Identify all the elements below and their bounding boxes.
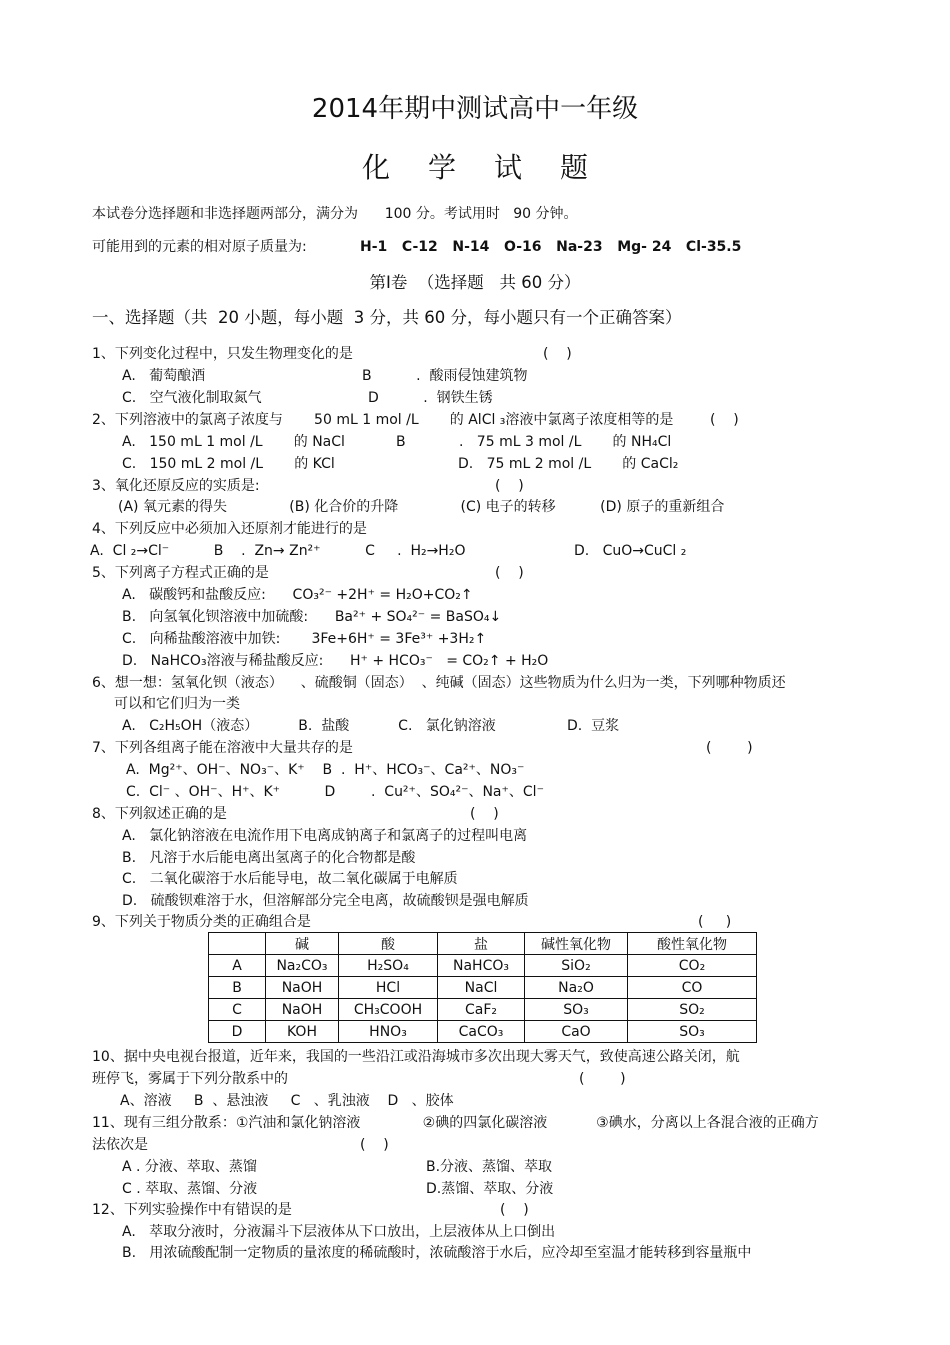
question-3-stem: 3、氧化还原反应的实质是: [92,478,260,494]
table-header-cell: 碱 [266,933,339,955]
question-12-stem: 12、下列实验操作中有错误的是 [92,1202,292,1218]
table-cell: H₂SO₄ [339,955,438,977]
question-11-answer-blank: ( ) [360,1137,389,1153]
table-row [209,1021,757,1043]
atomic-mass-values: H-1 C-12 N-14 O-16 Na-23 Mg- 24 Cl-35.5 [360,239,742,255]
question-7-options-ab: A. Mg²⁺、OH⁻、NO₃⁻、K⁺ B . H⁺、HCO₃⁻、Ca²⁺、NO₃⁻ [126,762,525,778]
table-cell: CO [628,977,757,999]
page-title: 2014年期中测试高中一年级 [311,94,639,124]
question-8-answer-blank: ( ) [470,806,499,822]
question-9-answer-blank: ( ) [698,914,732,930]
question-5-option-a: A. 碳酸钙和盐酸反应: CO₃²⁻ +2H⁺ = H₂O+CO₂↑ [122,587,473,603]
table-cell: D [209,1021,266,1043]
question-1-option-c: C. 空气液化制取氮气 [122,390,262,406]
volume-title: 第Ⅰ卷 （选择题 共 60 分） [369,273,581,292]
table-row [209,977,757,999]
table-row [209,955,757,977]
question-2-answer-blank: ( ) [710,412,739,428]
question-7-options-cd: C. Cl⁻ 、OH⁻、H⁺、K⁺ D . Cu²⁺、SO₄²⁻、Na⁺、Cl⁻ [126,784,544,800]
question-11-stem: 11、现有三组分散系：①汽油和氯化钠溶液 ②碘的四氯化碳溶液 ③碘水，分离以上各混合液的正确方 [92,1115,819,1131]
question-2-stem: 2、下列溶液中的氯离子浓度与 50 mL 1 mol /L 的 AlCl ₃溶液中氯离子浓度相等的是 [92,412,674,428]
question-10-stem-cont: 班停飞，雾属于下列分散系中的 [92,1071,288,1087]
question-8-option-a: A. 氯化钠溶液在电流作用下电离成钠离子和氯离子的过程叫电离 [122,828,528,844]
table-header-cell [209,933,266,955]
question-4-stem: 4、下列反应中必须加入还原剂才能进行的是 [92,521,367,537]
table-header-cell: 酸 [339,933,438,955]
table-header-row [209,933,757,955]
table-cell: A [209,955,266,977]
question-8-option-b: B. 凡溶于水后能电离出氢离子的化合物都是酸 [122,850,416,866]
question-2-option-c: C. 150 mL 2 mol /L 的 KCl [122,456,335,472]
question-7-stem: 7、下列各组离子能在溶液中大量共存的是 [92,740,353,756]
classification-table [208,932,757,1043]
question-1-option-b: B . 酸雨侵蚀建筑物 [362,368,528,384]
table-cell: KOH [266,1021,339,1043]
table-cell: CaCO₃ [438,1021,525,1043]
question-11-option-a: A . 分液、萃取、蒸馏 [122,1159,257,1175]
table-cell: NaCl [438,977,525,999]
question-10-options: A、溶液 B 、悬浊液 C 、乳浊液 D 、胶体 [120,1093,454,1109]
question-12-option-b: B. 用浓硫酸配制一定物质的量浓度的稀硫酸时，浓硫酸溶于水后，应冷却至室温才能转移到容量瓶中 [122,1245,752,1261]
table-cell: Na₂O [525,977,628,999]
table-cell: SO₃ [628,1021,757,1043]
table-cell: SO₂ [628,999,757,1021]
table-header-cell: 碱性氧化物 [525,933,628,955]
question-5-option-b: B. 向氢氧化钡溶液中加硫酸: Ba²⁺ + SO₄²⁻ = BaSO₄↓ [122,609,502,625]
question-5-answer-blank: ( ) [495,565,524,581]
section-title: 一、选择题（共 20 小题，每小题 3 分，共 60 分，每小题只有一个正确答案） [92,308,682,327]
table-cell: HNO₃ [339,1021,438,1043]
question-2-option-a: A. 150 mL 1 mol /L 的 NaCl [122,434,345,450]
question-1-option-a: A. 葡萄酿酒 [122,368,206,384]
question-9-stem: 9、下列关于物质分类的正确组合是 [92,914,311,930]
question-10-stem: 10、据中央电视台报道，近年来，我国的一些沿江或沿海城市多次出现大雾天气，致使高速公路关闭，航 [92,1049,740,1065]
exam-intro: 本试卷分选择题和非选择题两部分，满分为 100 分。考试用时 90 分钟。 [92,206,578,222]
table-cell: NaHCO₃ [438,955,525,977]
table-cell: CH₃COOH [339,999,438,1021]
table-cell: CO₂ [628,955,757,977]
table-cell: HCl [339,977,438,999]
question-2-option-d: D. 75 mL 2 mol /L 的 CaCl₂ [458,456,679,472]
table-cell: Na₂CO₃ [266,955,339,977]
question-7-answer-blank: ( ) [706,740,753,756]
atomic-mass-label: 可能用到的元素的相对原子质量为: [92,239,307,255]
question-11-stem-cont: 法依次是 [92,1137,148,1153]
table-cell: SO₃ [525,999,628,1021]
table-cell: NaOH [266,999,339,1021]
question-5-option-d: D. NaHCO₃溶液与稀盐酸反应: H⁺ + HCO₃⁻ = CO₂↑ + H₂O [122,653,549,669]
question-4-options-abc: A. Cl ₂→Cl⁻ B . Zn→ Zn²⁺ C . H₂→H₂O [90,543,466,559]
question-12-option-a: A. 萃取分液时，分液漏斗下层液体从下口放出，上层液体从上口倒出 [122,1224,556,1240]
question-12-answer-blank: ( ) [500,1202,529,1218]
question-10-answer-blank: ( ) [579,1071,626,1087]
table-cell: B [209,977,266,999]
question-8-option-d: D. 硫酸钡难溶于水，但溶解部分完全电离，故硫酸钡是强电解质 [122,893,529,909]
question-6-options: A. C₂H₅OH（液态） B. 盐酸 C. 氯化钠溶液 D. 豆浆 [122,718,620,734]
question-1-stem: 1、下列变化过程中，只发生物理变化的是 [92,346,353,362]
table-cell: SiO₂ [525,955,628,977]
question-2-option-b: B . 75 mL 3 mol /L 的 NH₄Cl [396,434,672,450]
question-11-option-b: B.分液、蒸馏、萃取 [426,1159,553,1175]
question-4-option-d: D. CuO→CuCl ₂ [574,543,687,559]
question-8-option-c: C. 二氧化碳溶于水后能导电，故二氧化碳属于电解质 [122,871,458,887]
question-11-option-c: C . 萃取、蒸馏、分液 [122,1181,258,1197]
table-header-cell: 盐 [438,933,525,955]
table-cell: CaF₂ [438,999,525,1021]
table-cell: C [209,999,266,1021]
question-3-answer-blank: ( ) [495,478,524,494]
subject-title: 化学试题 [361,151,626,184]
question-5-stem: 5、下列离子方程式正确的是 [92,565,269,581]
question-8-stem: 8、下列叙述正确的是 [92,806,227,822]
question-1-answer-blank: ( ) [543,346,572,362]
question-6-stem: 6、想一想：氢氧化钡（液态） 、硫酸铜（固态） 、纯碱（固态）这些物质为什么归为一类，下列哪种物质还 [92,675,786,691]
question-5-option-c: C. 向稀盐酸溶液中加铁: 3Fe+6H⁺ = 3Fe³⁺ +3H₂↑ [122,631,487,647]
question-1-option-d: D . 钢铁生锈 [368,390,493,406]
table-row [209,999,757,1021]
table-header-cell: 酸性氧化物 [628,933,757,955]
question-3-options: (A) 氧元素的得失 (B) 化合价的升降 (C) 电子的转移 (D) 原子的重新组合 [118,499,725,515]
table-cell: CaO [525,1021,628,1043]
table-cell: NaOH [266,977,339,999]
question-11-option-d: D.蒸馏、萃取、分液 [426,1181,554,1197]
question-6-stem-cont: 可以和它们归为一类 [114,696,240,712]
